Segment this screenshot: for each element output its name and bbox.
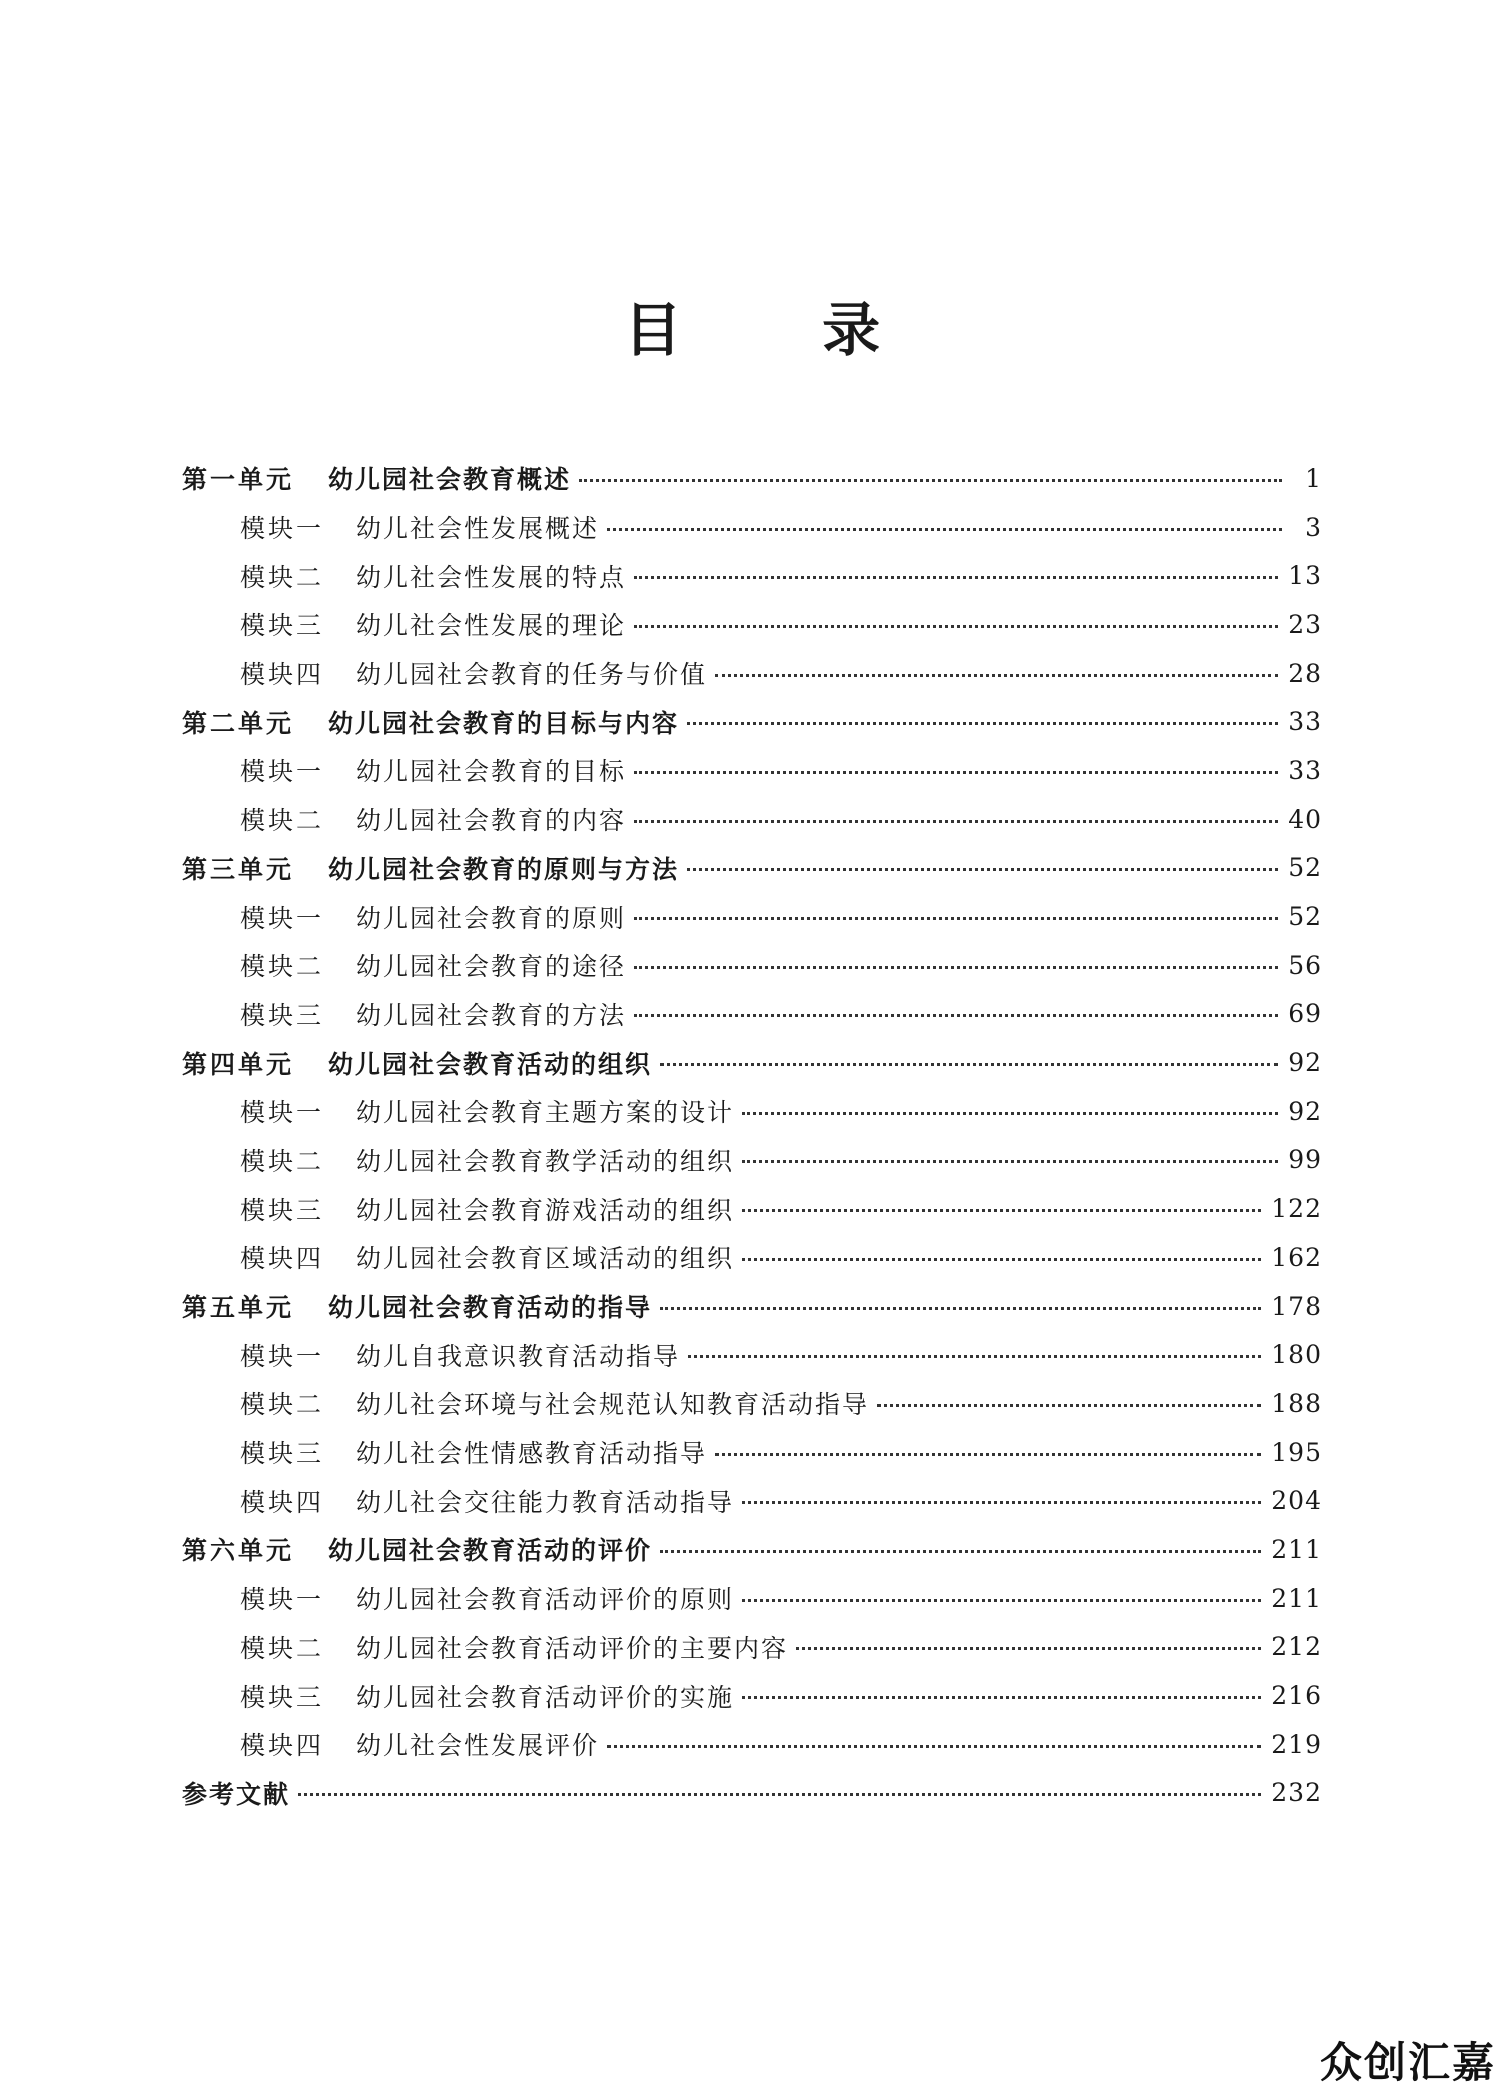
toc-entry-title: 幼儿园社会教育活动的指导 — [328, 1293, 653, 1323]
toc-entry-label: 模块四 — [240, 1244, 325, 1274]
toc-page-number: 99 — [1288, 1145, 1322, 1175]
toc-entry-title: 幼儿园社会教育活动评价的原则 — [356, 1585, 735, 1615]
toc-entry-title: 幼儿园社会教育的目标 — [356, 757, 627, 787]
toc-leader-dots — [298, 1793, 1261, 1796]
toc-leader-dots — [742, 1258, 1261, 1261]
toc-page-number: 13 — [1288, 561, 1322, 591]
toc-page-number: 52 — [1288, 902, 1322, 932]
toc-module-entry[interactable] — [182, 1623, 1322, 1672]
toc-page-number: 33 — [1288, 707, 1322, 737]
watermark-text: 众创汇嘉 — [1319, 2038, 1496, 2087]
toc-module-entry[interactable] — [182, 1379, 1322, 1428]
toc-entry-title: 幼儿社会性发展的特点 — [356, 562, 627, 592]
toc-module-entry[interactable] — [182, 1476, 1322, 1525]
toc-entry-title: 幼儿自我意识教育活动指导 — [356, 1341, 681, 1371]
toc-page-number: 40 — [1288, 804, 1322, 834]
toc-entry-label: 模块四 — [240, 1487, 325, 1517]
toc-entry-label: 模块一 — [240, 514, 325, 544]
toc-module-entry[interactable] — [182, 600, 1322, 649]
page-title: 目 录 — [623, 296, 941, 364]
toc-module-entry[interactable] — [182, 1233, 1322, 1282]
toc-entry-label: 模块三 — [240, 1682, 325, 1712]
toc-leader-dots — [579, 479, 1282, 482]
toc-leader-dots — [634, 771, 1278, 774]
toc-entry-title: 幼儿园社会教育的途径 — [356, 952, 627, 982]
toc-leader-dots — [607, 1745, 1261, 1748]
toc-entry-label: 第六单元 — [182, 1536, 295, 1566]
toc-leader-dots — [742, 1696, 1261, 1699]
toc-leader-dots — [660, 1550, 1261, 1553]
toc-page-number: 232 — [1271, 1778, 1322, 1808]
toc-module-entry[interactable] — [182, 941, 1322, 990]
toc-page-number: 212 — [1271, 1632, 1322, 1662]
toc-entry-label: 模块一 — [240, 903, 325, 933]
toc-leader-dots — [634, 625, 1278, 628]
toc-entry-title: 幼儿园社会教育活动的组织 — [328, 1049, 653, 1079]
toc-leader-dots — [688, 1355, 1261, 1358]
toc-entry-title: 幼儿园社会教育的原则 — [356, 903, 627, 933]
toc-page-number: 211 — [1271, 1583, 1322, 1613]
toc-entry-label: 模块二 — [240, 1633, 325, 1663]
toc-page-number: 219 — [1271, 1729, 1322, 1759]
toc-entry-title: 幼儿社会性情感教育活动指导 — [356, 1439, 708, 1469]
toc-entry-title: 幼儿社会环境与社会规范认知教育活动指导 — [356, 1390, 870, 1420]
toc-entry-title: 幼儿园社会教育游戏活动的组织 — [356, 1195, 735, 1225]
toc-entry-label: 模块二 — [240, 1146, 325, 1176]
toc-entry-title: 幼儿社会性发展的理论 — [356, 611, 627, 641]
toc-leader-dots — [607, 528, 1282, 531]
toc-entry-title: 幼儿园社会教育的任务与价值 — [356, 660, 708, 690]
toc-page-number: 195 — [1271, 1437, 1322, 1467]
toc-entry-label: 第一单元 — [182, 465, 295, 495]
toc-page-number: 211 — [1271, 1534, 1322, 1564]
toc-unit-entry[interactable] — [182, 1525, 1322, 1574]
toc-entry-label: 模块一 — [240, 1341, 325, 1371]
toc-references-entry[interactable] — [182, 1769, 1322, 1818]
toc-module-entry[interactable] — [182, 795, 1322, 844]
toc-page-number: 204 — [1271, 1486, 1322, 1516]
toc-page-number: 1 — [1305, 463, 1322, 493]
table-of-contents — [182, 454, 1322, 1817]
toc-leader-dots — [634, 1014, 1278, 1017]
toc-entry-title: 幼儿园社会教育概述 — [328, 465, 572, 495]
toc-unit-entry[interactable] — [182, 454, 1322, 503]
toc-leader-dots — [877, 1404, 1261, 1407]
toc-entry-title: 幼儿园社会教育活动评价的主要内容 — [356, 1633, 789, 1663]
toc-module-entry[interactable] — [182, 503, 1322, 552]
toc-page-number: 216 — [1271, 1681, 1322, 1711]
toc-entry-label: 第五单元 — [182, 1293, 295, 1323]
toc-page-number: 178 — [1271, 1291, 1322, 1321]
toc-entry-title: 幼儿园社会教育活动评价的实施 — [356, 1682, 735, 1712]
toc-leader-dots — [687, 722, 1278, 725]
toc-module-entry[interactable] — [182, 1184, 1322, 1233]
toc-entry-label: 模块二 — [240, 1390, 325, 1420]
toc-page-number: 69 — [1288, 999, 1322, 1029]
toc-page-number: 56 — [1288, 950, 1322, 980]
toc-module-entry[interactable] — [182, 1720, 1322, 1769]
toc-entry-title: 幼儿园社会教育的方法 — [356, 1000, 627, 1030]
toc-entry-label: 模块三 — [240, 1000, 325, 1030]
toc-module-entry[interactable] — [182, 649, 1322, 698]
toc-entry-label: 模块三 — [240, 611, 325, 641]
toc-module-entry[interactable] — [182, 1087, 1322, 1136]
toc-entry-title: 幼儿园社会教育区域活动的组织 — [356, 1244, 735, 1274]
toc-page-number: 122 — [1271, 1194, 1322, 1224]
toc-leader-dots — [634, 576, 1278, 579]
toc-module-entry[interactable] — [182, 892, 1322, 941]
toc-entry-label: 模块一 — [240, 1585, 325, 1615]
toc-entry-label: 模块二 — [240, 562, 325, 592]
toc-leader-dots — [634, 917, 1278, 920]
toc-entry-title: 幼儿园社会教育活动的评价 — [328, 1536, 653, 1566]
toc-entry-title: 参考文献 — [182, 1779, 291, 1809]
toc-leader-dots — [715, 674, 1278, 677]
toc-module-entry[interactable] — [182, 1136, 1322, 1185]
toc-module-entry[interactable] — [182, 1330, 1322, 1379]
toc-page-number: 180 — [1271, 1340, 1322, 1370]
toc-entry-label: 模块三 — [240, 1439, 325, 1469]
toc-leader-dots — [742, 1501, 1261, 1504]
toc-entry-title: 幼儿园社会教育主题方案的设计 — [356, 1098, 735, 1128]
toc-entry-title: 幼儿社会交往能力教育活动指导 — [356, 1487, 735, 1517]
toc-page-number: 162 — [1271, 1242, 1322, 1272]
toc-module-entry[interactable] — [182, 990, 1322, 1039]
toc-entry-label: 模块三 — [240, 1195, 325, 1225]
toc-page-number: 3 — [1305, 512, 1322, 542]
toc-page-number: 33 — [1288, 755, 1322, 785]
toc-page-number: 52 — [1288, 853, 1322, 883]
toc-entry-label: 模块四 — [240, 660, 325, 690]
toc-entry-label: 模块四 — [240, 1731, 325, 1761]
toc-leader-dots — [742, 1112, 1278, 1115]
toc-unit-entry[interactable] — [182, 697, 1322, 746]
toc-module-entry[interactable] — [182, 1574, 1322, 1623]
toc-leader-dots — [742, 1209, 1261, 1212]
toc-unit-entry[interactable] — [182, 844, 1322, 893]
toc-leader-dots — [742, 1599, 1261, 1602]
toc-unit-entry[interactable] — [182, 1282, 1322, 1331]
toc-module-entry[interactable] — [182, 746, 1322, 795]
toc-entry-label: 第二单元 — [182, 708, 295, 738]
toc-leader-dots — [660, 1307, 1261, 1310]
toc-leader-dots — [715, 1453, 1261, 1456]
toc-entry-label: 第三单元 — [182, 854, 295, 884]
toc-entry-label: 模块二 — [240, 952, 325, 982]
toc-leader-dots — [634, 820, 1278, 823]
toc-page-number: 92 — [1288, 1096, 1322, 1126]
toc-leader-dots — [742, 1160, 1278, 1163]
toc-leader-dots — [687, 868, 1278, 871]
toc-module-entry[interactable] — [182, 551, 1322, 600]
toc-module-entry[interactable] — [182, 1428, 1322, 1477]
toc-entry-label: 模块一 — [240, 757, 325, 787]
toc-page-number: 23 — [1288, 609, 1322, 639]
toc-entry-title: 幼儿园社会教育的目标与内容 — [328, 708, 680, 738]
toc-entry-label: 模块二 — [240, 806, 325, 836]
toc-page-number: 188 — [1271, 1388, 1322, 1418]
toc-entry-title: 幼儿社会性发展评价 — [356, 1731, 600, 1761]
toc-module-entry[interactable] — [182, 1671, 1322, 1720]
toc-leader-dots — [634, 966, 1278, 969]
toc-unit-entry[interactable] — [182, 1038, 1322, 1087]
toc-leader-dots — [660, 1063, 1278, 1066]
toc-entry-title: 幼儿园社会教育的内容 — [356, 806, 627, 836]
toc-entry-title: 幼儿园社会教育的原则与方法 — [328, 854, 680, 884]
toc-leader-dots — [796, 1647, 1261, 1650]
toc-entry-label: 模块一 — [240, 1098, 325, 1128]
toc-page-number: 92 — [1288, 1048, 1322, 1078]
toc-entry-title: 幼儿社会性发展概述 — [356, 514, 600, 544]
toc-entry-title: 幼儿园社会教育教学活动的组织 — [356, 1146, 735, 1176]
toc-page-number: 28 — [1288, 658, 1322, 688]
toc-entry-label: 第四单元 — [182, 1049, 295, 1079]
